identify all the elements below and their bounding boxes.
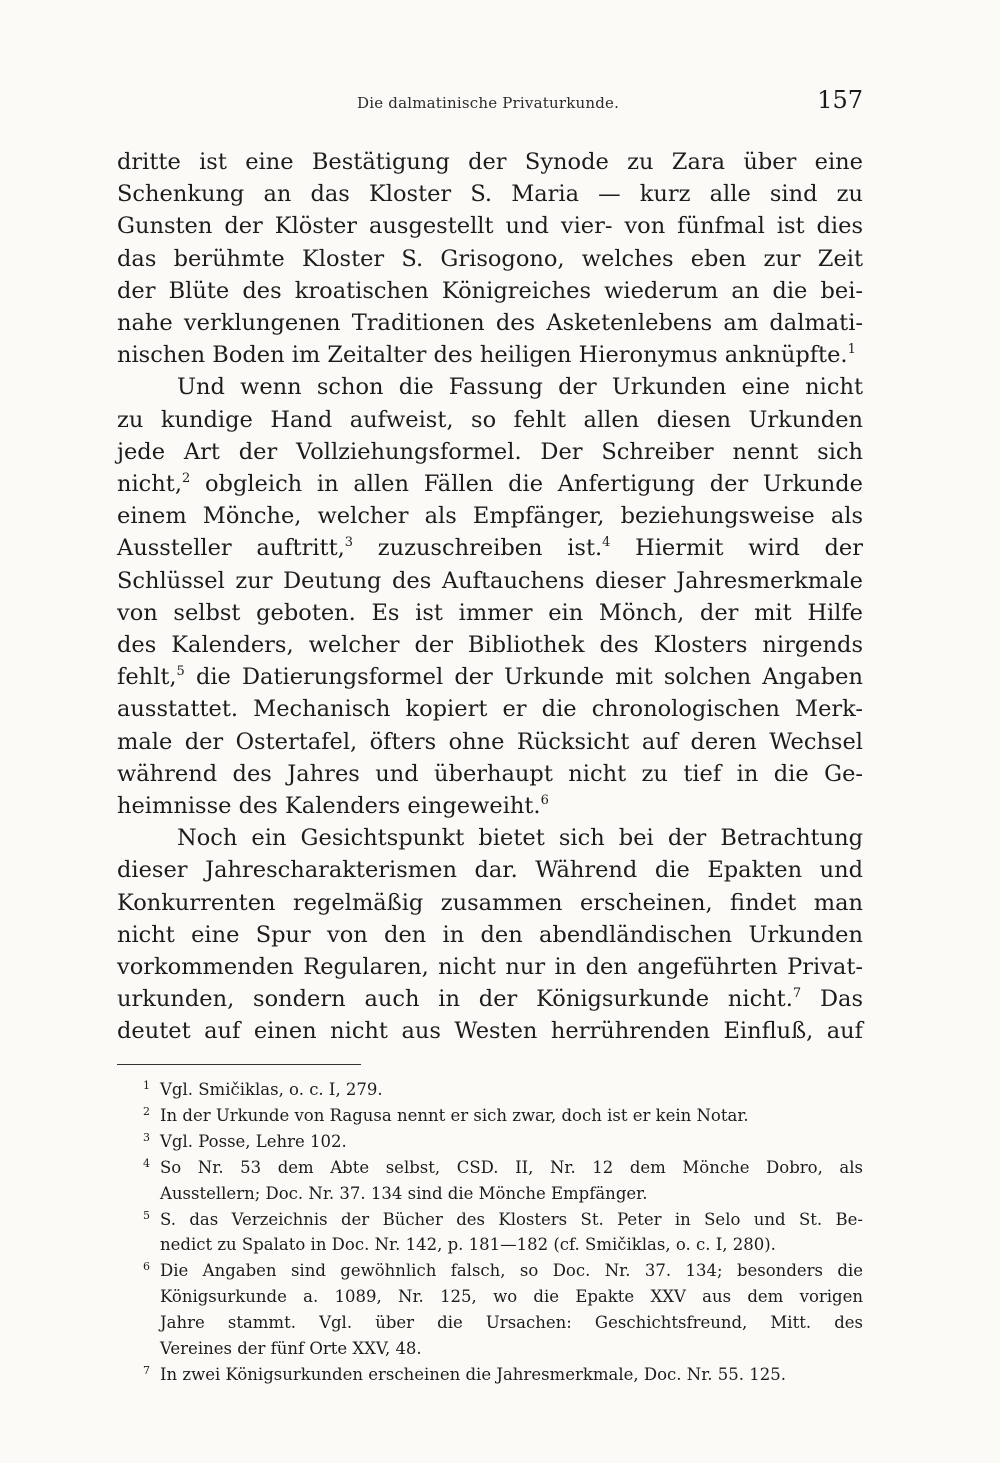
text-line: das berühmte Kloster S. Grisogono, welches eben zur Zeit: [117, 245, 863, 272]
footnote: [117, 1129, 863, 1155]
page-number: 157: [817, 86, 863, 114]
footnote-ref: 5: [176, 664, 185, 680]
text-line: einem Mönche, welcher als Empfänger, beziehungsweise als: [117, 503, 863, 530]
paragraph-1: [117, 146, 863, 371]
footnotes: [117, 1077, 863, 1388]
footnote-separator: [117, 1064, 361, 1065]
text-line: [117, 468, 863, 500]
paragraph-2: [117, 371, 863, 822]
text-line: Konkurrenten regelmäßig zusammen erscheinen, findet man: [117, 889, 863, 916]
main-text: [117, 146, 863, 1048]
footnote-ref: 2: [181, 471, 191, 487]
footnote-line: Ausstellern; Doc. Nr. 37. 134 sind die Mönche Empfänger.: [160, 1183, 648, 1203]
running-title: Die dalmatinische Privaturkunde.: [357, 94, 620, 112]
footnote-line: In zwei Königsurkunden erscheinen die Jahresmerkmale, Doc. Nr. 55. 125.: [160, 1364, 786, 1384]
text-line: ausstattet. Mechanisch kopiert er die chronologischen Merk-: [117, 696, 863, 723]
text-segment: zuzuschreiben ist.: [353, 535, 603, 562]
footnote: [117, 1258, 863, 1362]
footnote-line: In der Urkunde von Ragusa nennt er sich zwar, doch ist er kein Notar.: [160, 1105, 749, 1125]
footnote-line: Vereines der fünf Orte XXV, 48.: [160, 1339, 422, 1359]
text-line: zu kundige Hand aufweist, so fehlt allen diesen Urkunden: [117, 406, 863, 433]
footnote-line: So Nr. 53 dem Abte selbst, CSD. II, Nr. 12 dem Mönche Dobro, als: [160, 1157, 863, 1177]
text-line: [117, 339, 863, 371]
text-line: Schlüssel zur Deutung des Auftauchens dieser Jahresmerkmale: [117, 567, 863, 594]
footnote-ref: 3: [344, 535, 354, 551]
footnote-line: S. das Verzeichnis der Bücher des Klosters St. Peter in Selo und St. Be-: [160, 1209, 863, 1229]
text-line: dritte ist eine Bestätigung der Synode zu Zara über eine: [117, 149, 863, 175]
text-line: der Blüte des kroatischen Königreiches wiederum an die bei-: [117, 277, 863, 304]
text-line: [117, 983, 863, 1015]
text-segment: nicht,: [117, 471, 182, 498]
footnote-line: Vgl. Posse, Lehre 102.: [160, 1131, 347, 1151]
text-line: jede Art der Vollziehungsformel. Der Schreiber nennt sich: [117, 438, 863, 465]
text-line: während des Jahres und überhaupt nicht zu tief in die Ge-: [117, 760, 863, 787]
text-segment: Aussteller auftritt,: [117, 535, 345, 562]
text-line: nahe verklungenen Traditionen des Asketenlebens am dalmati-: [117, 310, 863, 337]
text-segment: fehlt,: [117, 664, 177, 691]
footnote-line: Königsurkunde a. 1089, Nr. 125, wo die Epakte XXV aus dem vorigen: [160, 1287, 863, 1307]
text-line: Noch ein Gesichtspunkt bietet sich bei der Betrachtung: [177, 825, 863, 852]
text-segment: nischen Boden im Zeitalter des heiligen Hieronymus anknüpfte.: [117, 342, 848, 369]
footnote-number: 4: [143, 1156, 150, 1170]
text-line: Gunsten der Klöster ausgestellt und vier- von fünfmal ist dies: [117, 213, 863, 240]
footnote-ref: 1: [847, 342, 856, 358]
text-segment: urkunden, sondern auch in der Königsurkunde nicht.: [117, 986, 793, 1013]
text-segment: die Datierungsformel der Urkunde mit solchen Angaben: [184, 664, 863, 691]
text-line: [117, 661, 863, 693]
text-line: deutet auf einen nicht aus Westen herrührenden Einfluß, auf: [117, 1018, 863, 1045]
footnote: [117, 1362, 863, 1388]
text-line: nicht eine Spur von den in den abendländischen Urkunden: [117, 921, 863, 948]
footnote-number: 7: [143, 1363, 150, 1377]
footnote-ref: 6: [540, 793, 549, 809]
footnote-number: 3: [143, 1130, 150, 1144]
footnote: [117, 1155, 863, 1207]
footnote-number: 6: [143, 1260, 150, 1274]
paragraph-3: [117, 822, 863, 1047]
footnote-ref: 7: [792, 986, 802, 1002]
text-segment: Hiermit wird der: [610, 535, 863, 562]
footnote-number: 2: [143, 1104, 150, 1118]
text-segment: obgleich in allen Fällen die Anfertigung der Urkunde: [190, 471, 863, 498]
footnote-ref: 4: [602, 535, 611, 551]
footnote-number: 5: [143, 1208, 150, 1222]
text-line: Und wenn schon die Fassung der Urkunden eine nicht: [177, 374, 863, 401]
footnote-number: 1: [143, 1079, 150, 1092]
running-head: [117, 86, 863, 116]
footnote-line: Jahre stammt. Vgl. über die Ursachen: Geschichtsfreund, Mitt. des: [160, 1313, 863, 1333]
footnote-line: Vgl. Smičiklas, o. c. I, 279.: [160, 1080, 383, 1099]
text-line: dieser Jahrescharakterismen dar. Während die Epakten und: [117, 857, 863, 884]
text-segment: heimnisse des Kalenders eingeweiht.: [117, 793, 541, 820]
text-line: von selbst geboten. Es ist immer ein Mönch, der mit Hilfe: [117, 599, 863, 626]
footnote: [117, 1077, 863, 1103]
footnote-line: nedict zu Spalato in Doc. Nr. 142, p. 181—182 (cf. Smičiklas, o. c. I, 280).: [160, 1235, 776, 1255]
footnote: [117, 1207, 863, 1259]
footnote-line: Die Angaben sind gewöhnlich falsch, so Doc. Nr. 37. 134; besonders die: [160, 1261, 863, 1281]
text-segment: Das: [801, 986, 863, 1013]
text-line: male der Ostertafel, öfters ohne Rücksicht auf deren Wechsel: [117, 728, 863, 755]
footnote: [117, 1103, 863, 1129]
text-line: des Kalenders, welcher der Bibliothek des Klosters nirgends: [117, 632, 863, 659]
text-line: [117, 532, 863, 564]
text-line: Schenkung an das Kloster S. Maria — kurz alle sind zu: [117, 181, 863, 208]
text-line: vorkommenden Regularen, nicht nur in den angeführten Privat-: [117, 954, 863, 981]
text-line: [117, 790, 863, 822]
